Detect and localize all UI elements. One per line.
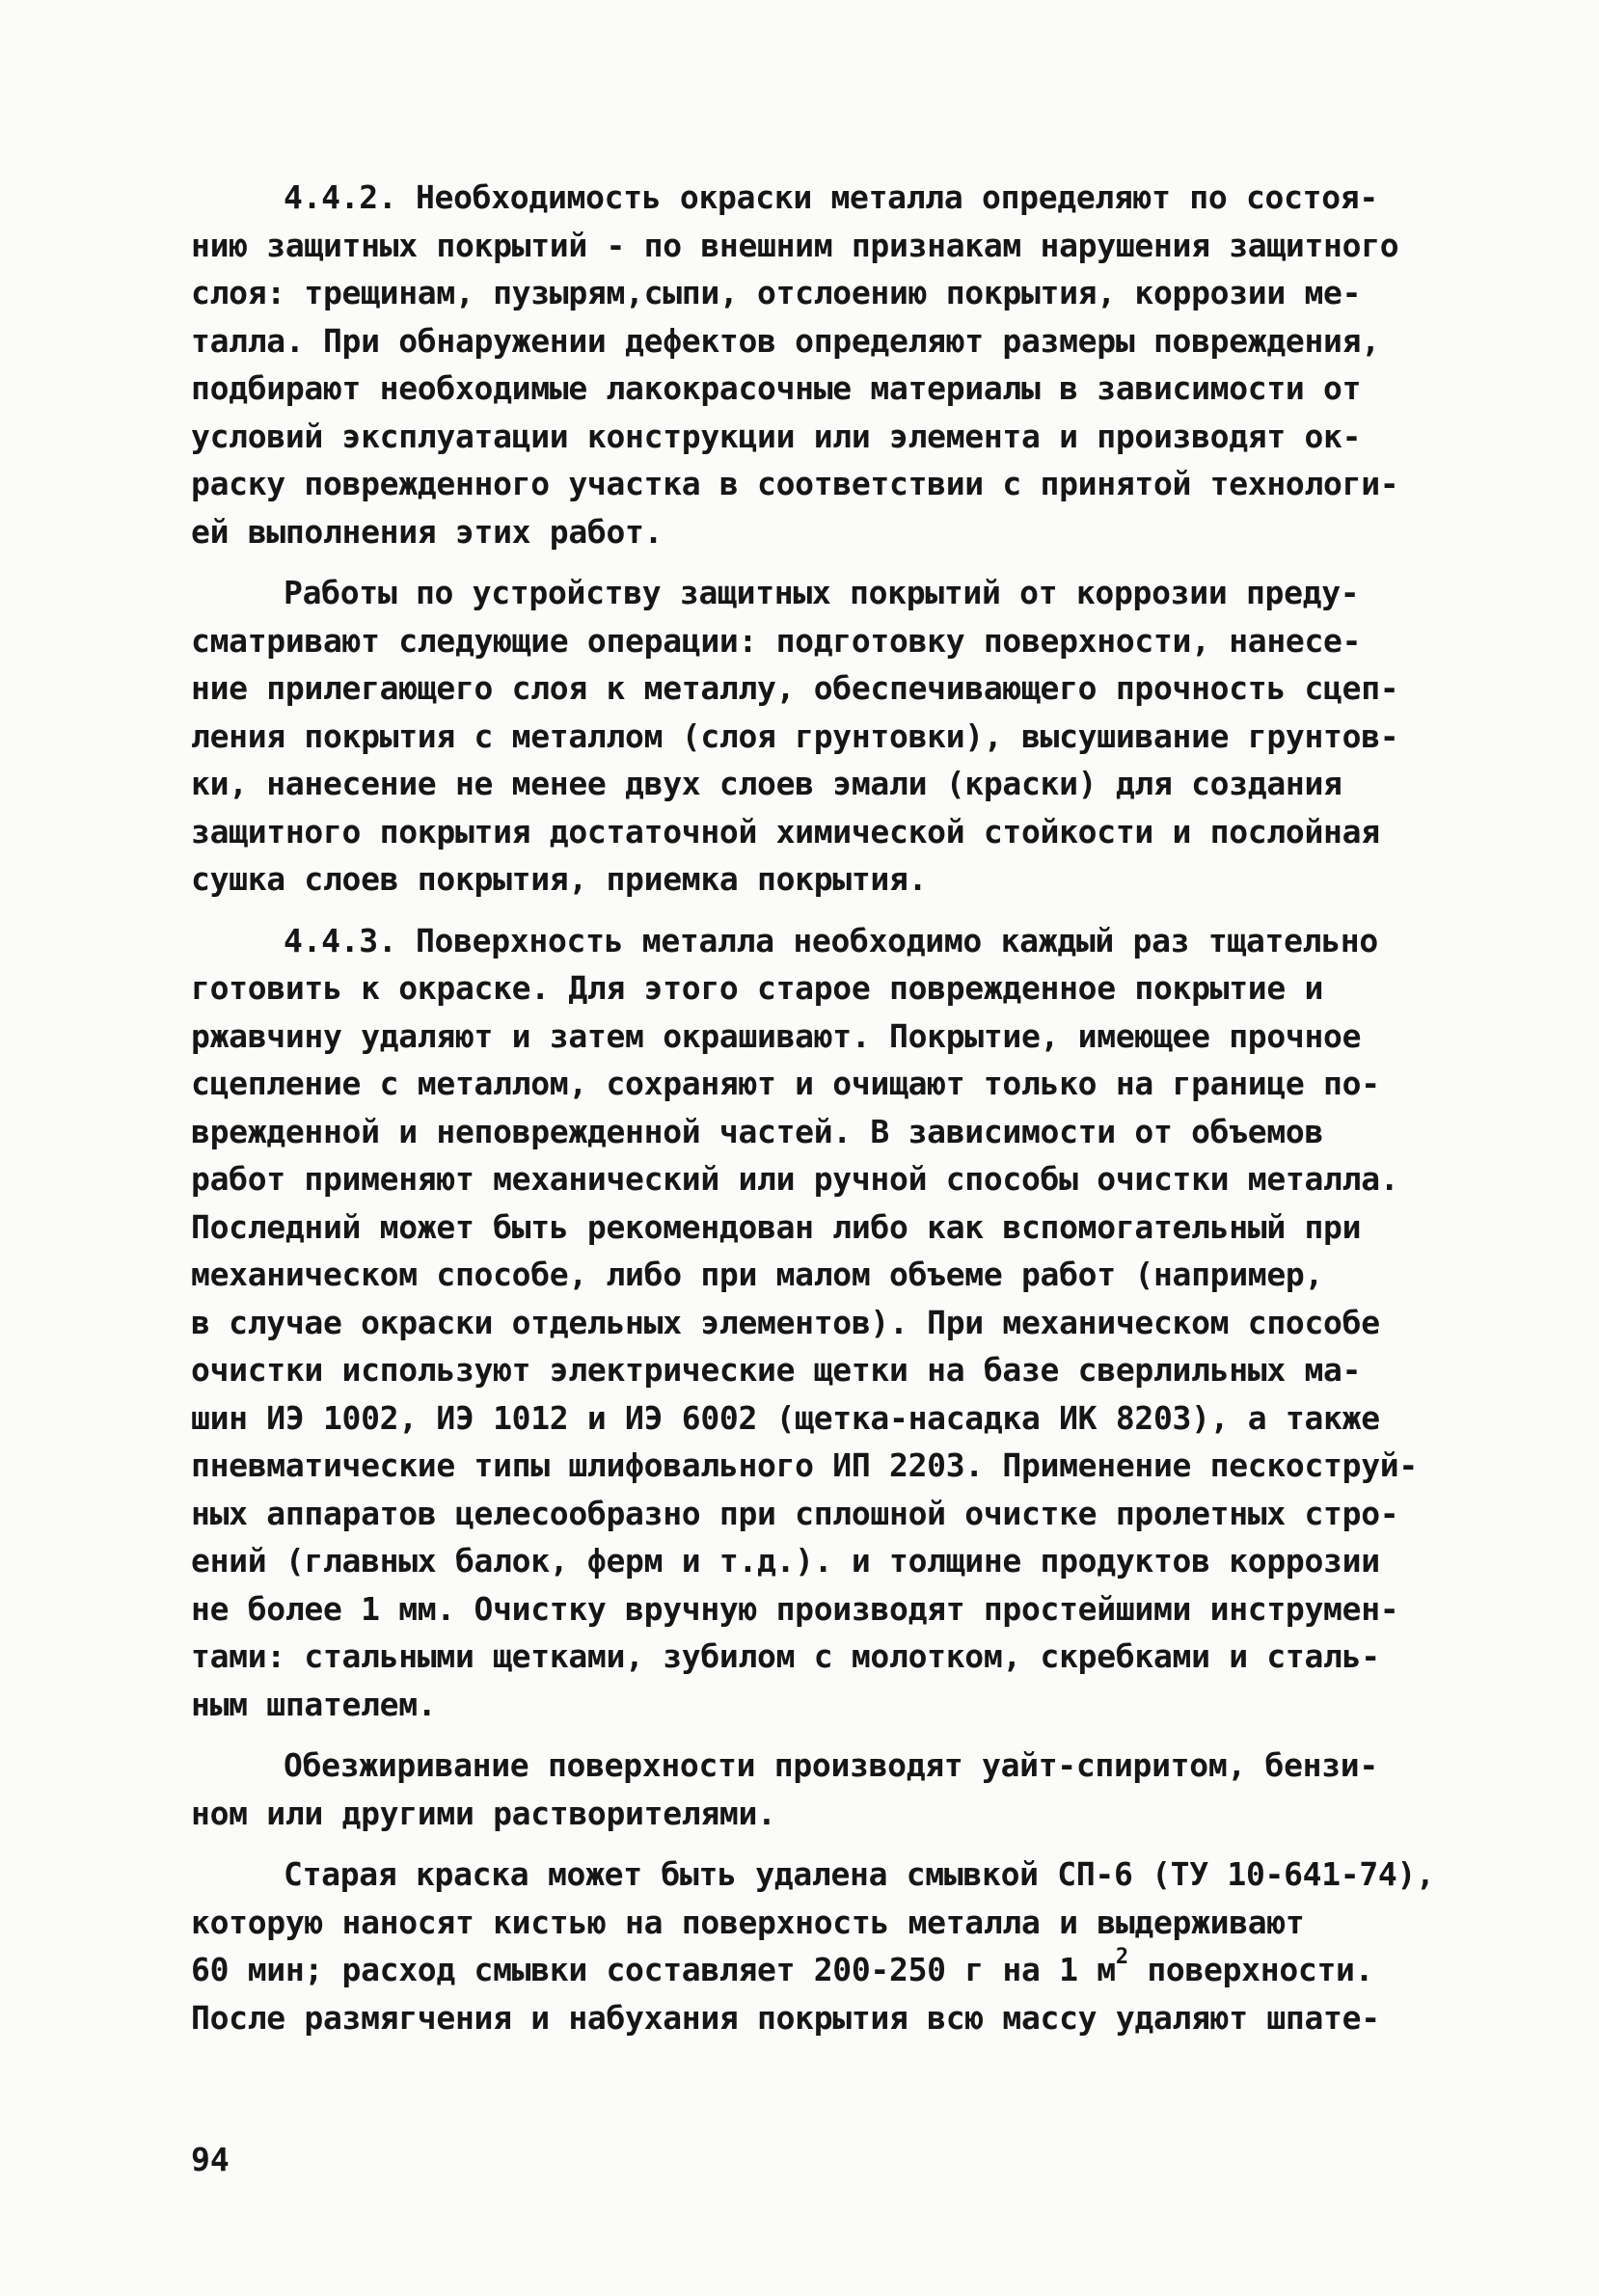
text-segment: 60 мин; расход смывки составляет 200-250 г на 1 м [191, 1951, 1116, 1988]
text-line: сматривают следующие операции: подготовку поверхности, нанесе- [191, 621, 1362, 660]
text-line: талла. При обнаружении дефектов определяют размеры повреждения, [191, 321, 1380, 360]
text-line [191, 1946, 1445, 1994]
text-line: ным шпателем. [191, 1685, 437, 1723]
text-line: ки, нанесение не менее двух слоев эмали (краски) для создания [191, 765, 1342, 802]
text-line: Работы по устройству защитных покрытий от коррозии преду- [284, 574, 1360, 611]
body-text [191, 174, 1445, 2041]
text-line: ном или другими растворителями. [191, 1794, 776, 1832]
superscript-exponent: 2 [1115, 1945, 1128, 1969]
text-line: Последний может быть рекомендован либо как вспомогательный при [191, 1207, 1362, 1246]
text-line: шин ИЭ 1002, ИЭ 1012 и ИЭ 6002 (щетка-насадка ИК 8203), а также [191, 1398, 1380, 1437]
text-line: раску поврежденного участка в соответствии с принятой технологи- [191, 465, 1399, 502]
text-line: ных аппаратов целесообразно при сплошной очистке пролетных стро- [191, 1494, 1399, 1532]
text-line: 4.4.3. Поверхность металла необходимо каждый раз тщательно [284, 921, 1378, 959]
text-line: пневматические типы шлифовального ИП 2203. Применение пескоструй- [191, 1446, 1418, 1484]
page-number: 94 [191, 2141, 230, 2178]
text-line: подбирают необходимые лакокрасочные материалы в зависимости от [191, 369, 1362, 407]
text-line: ржавчину удаляют и затем окрашивают. Покрытие, имеющее прочное [191, 1016, 1362, 1055]
text-line: не более 1 мм. Очистку вручную производят простейшими инструмен- [191, 1589, 1399, 1628]
text-line: После размягчения и набухания покрытия всю массу удаляют шпате- [191, 1998, 1380, 2037]
text-line: ления покрытия с металлом (слоя грунтовки), высушивание грунтов- [191, 716, 1399, 755]
text-line: очистки используют электрические щетки на базе сверлильных ма- [191, 1351, 1362, 1389]
paragraph-old-paint-removal [191, 1850, 1445, 2041]
text-line: Обезжиривание поверхности производят уайт-спиритом, бензи- [284, 1746, 1378, 1784]
paragraph-protective-coatings [191, 569, 1445, 904]
text-line: врежденной и неповрежденной частей. В зависимости от объемов [191, 1112, 1324, 1150]
text-line: тами: стальными щетками, зубилом с молотком, скребками и сталь- [191, 1637, 1380, 1675]
paragraph-degreasing [191, 1742, 1445, 1837]
text-line: которую наносят кистью на поверхность металла и выдерживают [191, 1903, 1305, 1941]
text-line: Старая краска может быть удалена смывкой СП-6 (ТУ 10-641-74), [284, 1855, 1435, 1893]
text-line: условий эксплуатации конструкции или элемента и производят ок- [191, 417, 1362, 455]
text-line: защитного покрытия достаточной химической стойкости и послойная [191, 812, 1380, 851]
text-line: ений (главных балок, ферм и т.д.). и толщине продуктов коррозии [191, 1542, 1380, 1580]
paragraph-4-4-3 [191, 917, 1445, 1729]
text-line: механическом способе, либо при малом объеме работ (например, [191, 1256, 1324, 1293]
text-line: в случае окраски отдельных элементов). При механическом способе [191, 1303, 1380, 1341]
text-line: слоя: трещинам, пузырям,сыпи, отслоению покрытия, коррозии ме- [191, 274, 1362, 311]
text-line: сушка слоев покрытия, приемка покрытия. [191, 860, 928, 898]
text-line: работ применяют механический или ручной способы очистки металла. [191, 1160, 1399, 1198]
text-line: ние прилегающего слоя к металлу, обеспечивающего прочность сцеп- [191, 669, 1399, 707]
text-line: нию защитных покрытий - по внешним признакам нарушения защитного [191, 226, 1399, 264]
text-line: ей выполнения этих работ. [191, 512, 664, 551]
text-segment: поверхности. [1127, 1951, 1374, 1988]
paragraph-4-4-2 [191, 174, 1445, 555]
text-line: сцепление с металлом, сохраняют и очищают только на границе по- [191, 1065, 1380, 1102]
text-line: 4.4.2. Необходимость окраски металла определяют по состоя- [284, 178, 1378, 216]
text-line: готовить к окраске. Для этого старое поврежденное покрытие и [191, 969, 1324, 1007]
